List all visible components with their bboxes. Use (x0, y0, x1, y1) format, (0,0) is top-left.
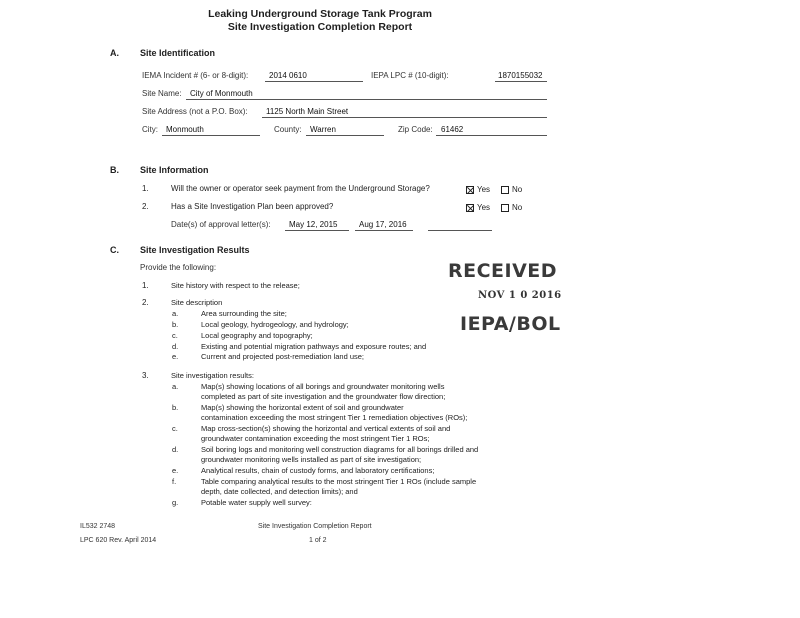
section-b-title: Site Information (140, 165, 209, 175)
checkbox-empty-icon[interactable] (501, 204, 509, 212)
question-2-text: Has a Site Investigation Plan been approved? (171, 202, 334, 211)
site-address-underline (262, 117, 547, 118)
checkbox-empty-icon[interactable] (501, 186, 509, 194)
item-2b-text: Local geology, hydrogeology, and hydrology; (201, 320, 349, 329)
site-name-underline (186, 99, 547, 100)
item-3c-line1: Map cross-section(s) showing the horizontal and vertical extents of soil and (201, 424, 451, 433)
section-a-letter: A. (110, 48, 119, 58)
yes-label: Yes (477, 185, 491, 194)
item-2d-text: Existing and potential migration pathways and exposure routes; and (201, 342, 427, 351)
item-3d-line2: groundwater monitoring wells installed as part of site investigation; (201, 455, 422, 464)
item-3f-letter: f. (172, 477, 177, 486)
question-2-number: 2. (142, 202, 149, 211)
item-2-text: Site description (171, 298, 223, 307)
received-stamp-office: IEPA/BOL (460, 313, 561, 335)
item-2a-text: Area surrounding the site; (201, 309, 287, 318)
item-3a-line2: completed as part of site investigation and the groundwater flow direction; (201, 392, 446, 401)
section-c-title: Site Investigation Results (140, 245, 250, 255)
approval-date-1-underline (285, 230, 349, 231)
approval-date-1[interactable]: May 12, 2015 (289, 220, 338, 229)
iepa-lpc-underline (495, 81, 547, 82)
question-1-yes-option[interactable] (466, 185, 490, 194)
section-c-letter: C. (110, 245, 119, 255)
received-stamp-date: NOV 1 0 2016 (478, 290, 562, 301)
checkbox-checked-icon[interactable] (466, 204, 474, 212)
footer-page-number: 1 of 2 (309, 537, 327, 544)
question-1-no-option[interactable] (501, 185, 522, 194)
item-3a-letter: a. (172, 382, 179, 391)
city-underline (162, 135, 260, 136)
item-2c-text: Local geography and topography; (201, 331, 313, 340)
item-3b-line2: contamination exceeding the most stringent Tier 1 remediation objectives (ROs); (201, 413, 468, 422)
site-address-value[interactable]: 1125 North Main Street (266, 107, 349, 116)
item-1-text: Site history with respect to the release; (171, 281, 300, 290)
iema-incident-value[interactable]: 2014 0610 (269, 71, 307, 80)
no-label: No (512, 185, 523, 194)
item-3e-line1: Analytical results, chain of custody forms, and laboratory certifications; (201, 466, 435, 475)
approval-dates-label: Date(s) of approval letter(s): (171, 220, 271, 229)
item-2-number: 2. (142, 298, 149, 307)
form-title: Leaking Underground Storage Tank Program (208, 8, 432, 20)
item-3f-line1: Table comparing analytical results to the most stringent Tier 1 ROs (include sample (201, 477, 477, 486)
item-3c-letter: c. (172, 424, 178, 433)
city-label: City: (142, 125, 158, 134)
site-name-value[interactable]: City of Monmouth (190, 89, 253, 98)
item-3d-letter: d. (172, 445, 179, 454)
footer-report-name: Site Investigation Completion Report (258, 523, 372, 530)
item-3c-line2: groundwater contamination exceeding the most stringent Tier 1 ROs; (201, 434, 430, 443)
approval-date-2[interactable]: Aug 17, 2016 (359, 220, 407, 229)
no-label: No (512, 203, 523, 212)
county-label: County: (274, 125, 302, 134)
item-3-number: 3. (142, 371, 149, 380)
question-1-text: Will the owner or operator seek payment from the Underground Storage? (171, 184, 430, 193)
footer-revision: LPC 620 Rev. April 2014 (80, 537, 157, 544)
approval-date-3-underline (428, 230, 492, 231)
iema-incident-label: IEMA Incident # (6- or 8-digit): (142, 71, 249, 80)
received-stamp: RECEIVED (448, 260, 558, 282)
site-name-label: Site Name: (142, 89, 182, 98)
question-2-yes-option[interactable] (466, 203, 490, 212)
section-b-letter: B. (110, 165, 119, 175)
item-3b-line1: Map(s) showing the horizontal extent of soil and groundwater (201, 403, 404, 412)
city-value[interactable]: Monmouth (166, 125, 204, 134)
item-3g-line1: Potable water supply well survey: (201, 498, 312, 507)
iepa-lpc-label: IEPA LPC # (10-digit): (371, 71, 449, 80)
zip-code-underline (436, 135, 547, 136)
section-c-intro: Provide the following: (140, 263, 217, 272)
item-2c-letter: c. (172, 331, 178, 340)
checkbox-checked-icon[interactable] (466, 186, 474, 194)
zip-code-label: Zip Code: (398, 125, 433, 134)
item-1-number: 1. (142, 281, 149, 290)
question-1-number: 1. (142, 184, 149, 193)
zip-code-value[interactable]: 61462 (441, 125, 464, 134)
item-3b-letter: b. (172, 403, 179, 412)
item-2d-letter: d. (172, 342, 179, 351)
section-a-title: Site Identification (140, 48, 216, 58)
iepa-lpc-value[interactable]: 1870155032 (498, 71, 543, 80)
item-3f-line2: depth, date collected, and detection limits); and (201, 487, 358, 496)
iema-incident-underline (265, 81, 363, 82)
yes-label: Yes (477, 203, 491, 212)
form-subtitle: Site Investigation Completion Report (227, 21, 413, 33)
county-underline (306, 135, 384, 136)
item-3g-letter: g. (172, 498, 179, 507)
item-3-text: Site investigation results: (171, 371, 254, 380)
site-address-label: Site Address (not a P.O. Box): (142, 107, 248, 116)
approval-date-2-underline (355, 230, 413, 231)
item-3e-letter: e. (172, 466, 179, 475)
item-2a-letter: a. (172, 309, 179, 318)
item-3d-line1: Soil boring logs and monitoring well construction diagrams for all borings drilled and (201, 445, 479, 454)
question-2-no-option[interactable] (501, 203, 522, 212)
footer-form-id: IL532 2748 (80, 523, 116, 530)
item-2e-text: Current and projected post-remediation land use; (201, 352, 365, 361)
county-value[interactable]: Warren (310, 125, 336, 134)
item-3a-line1: Map(s) showing locations of all borings and groundwater monitoring wells (201, 382, 445, 391)
item-2e-letter: e. (172, 352, 179, 361)
item-2b-letter: b. (172, 320, 179, 329)
